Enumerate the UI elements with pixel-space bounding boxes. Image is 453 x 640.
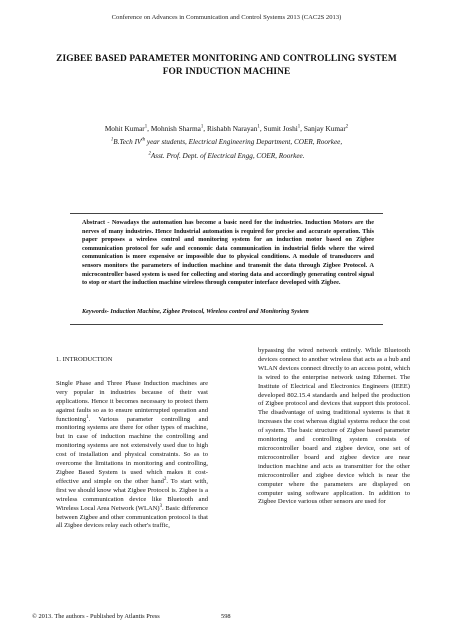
author-name: Rishabh Narayan [206, 124, 258, 133]
affiliation-2 [40, 152, 413, 160]
author-sup: 1 [297, 124, 301, 130]
affiliation-1 [40, 138, 413, 146]
paper-title [40, 53, 413, 79]
affiliation-text: Asst. Prof. Dept. of Electrical Engg, COER, Roorkee. [150, 152, 305, 160]
author-name: Sanjay Kumar [303, 124, 346, 133]
affiliation-text: B.Tech IV [113, 138, 142, 146]
author-sup: 1 [200, 124, 204, 130]
affiliation-sup: 2 [148, 151, 151, 157]
body-text: . Various parameter controlling and monitoring systems are there for other types of machine, but in case of induction machine the controlling and monitoring systems are not extensively used due to high cost of installation and physical constraints. So as to overcome the limitations in monitoring and controlling, Zigbee Based System is used which makes it cost-effective and simple on the other hand [56, 415, 208, 485]
author-name: Mohit Kumar [104, 124, 145, 133]
body-text: . Basic difference between Zigbee and other communication protocol is that all Zigbee devices relay each other's traffic, [56, 504, 208, 530]
right-column [258, 347, 410, 507]
body-text: . To start with, first we should know what Zigbee Protocol is. Zigbee is a wireless communication device like Bluetooth and Wireless Local Area Network (WLAN) [56, 477, 209, 512]
section-heading: 1. INTRODUCTION [56, 356, 113, 363]
body-paragraph [56, 380, 208, 531]
body-paragraph: bypassing the wired network entirely. While Bluetooth devices connect to another wireless that acts as a hub and WLAN devices connect directly to an access point, which is wired to the enterprise network using Ethernet. The Institute of Electrical and Electronics Engineers (IEEE) developed 802.15.4 standards and helped the production of Zigbee protocol and devices that support this protocol. The disadvantage of using traditional systems is that it increases the cost whereas digital systems reduce the cost of system. The basic structure of Zigbee based parameter monitoring and controlling system consists of microcontroller board and zigbee device, one set of microcontroller board and zigbee device are near induction machine and acts as transmitter for the other microcontroller and zigbee device which is near the computer where the parameters are displayed on computer using software application. In addition to Zigbee Device various other sensors are used for [258, 347, 410, 506]
title-line-1: ZIGBEE BASED PARAMETER MONITORING AND CONTROLLING SYSTEM [56, 54, 397, 64]
footer-copyright: © 2013. The authors - Published by Atlantis Press [32, 613, 160, 620]
ordinal-sup: th [141, 137, 146, 143]
keywords: Keywords- Induction Machine, Zigbee Protocol, Wireless control and Monitoring System [82, 308, 309, 315]
author-sup: 2 [345, 124, 349, 130]
author-sup: 1 [257, 124, 260, 130]
conference-header: Conference on Advances in Communication and Control Systems 2013 (CAC2S 2013) [111, 14, 342, 21]
title-line-2: FOR INDUCTION MACHINE [162, 67, 291, 77]
author-name: Sumit Joshi [263, 124, 298, 133]
body-text: Single Phase and Three Phase Induction machines are very popular in industries because of their vast applications. Hence it becomes necessary to protect them against faults so as to ensure uninterrupted operation and functioning [56, 379, 208, 423]
author-sup: 1 [144, 124, 148, 130]
reference-sup: 3 [159, 503, 162, 509]
author-name: Mohnish Sharma [150, 124, 201, 133]
abstract-text: Abstract - Nowadays the automation has become a basic need for the industries. Induction Motors are the nerves of many industries. Hence Industrial automation is required for precise and accurate operation. This paper proposes a wireless control and monitoring system for an induction motor based on Zigbee communication protocol for safe and economic data communication in industrial fields where the wired communication is more expensive or impossible due to physical conditions. A module of transducers and sensors monitors the parameters of induction machine and transmit the data through Zigbee Protocol. A microcontroller based system is used for collecting and storing data and accordingly generating control signal to stop or start the induction machine wireless through computer interface developed with Zigbee. [82, 219, 374, 287]
page-number: 598 [221, 613, 231, 620]
reference-sup: 2 [163, 476, 167, 482]
left-column [56, 356, 208, 531]
author-list: Mohit Kumar$^1$, Mohnish Sharma$^1$, Rishabh Narayan$^1$, Sumit Joshi$^1$, Sanjay Kumar$^2$ [104, 124, 349, 133]
affiliation-text: year students, Electrical Engineering Department, COER, Roorkee, [145, 138, 343, 146]
reference-sup: 1 [86, 414, 89, 420]
affiliation-sup: 1 [110, 137, 114, 143]
